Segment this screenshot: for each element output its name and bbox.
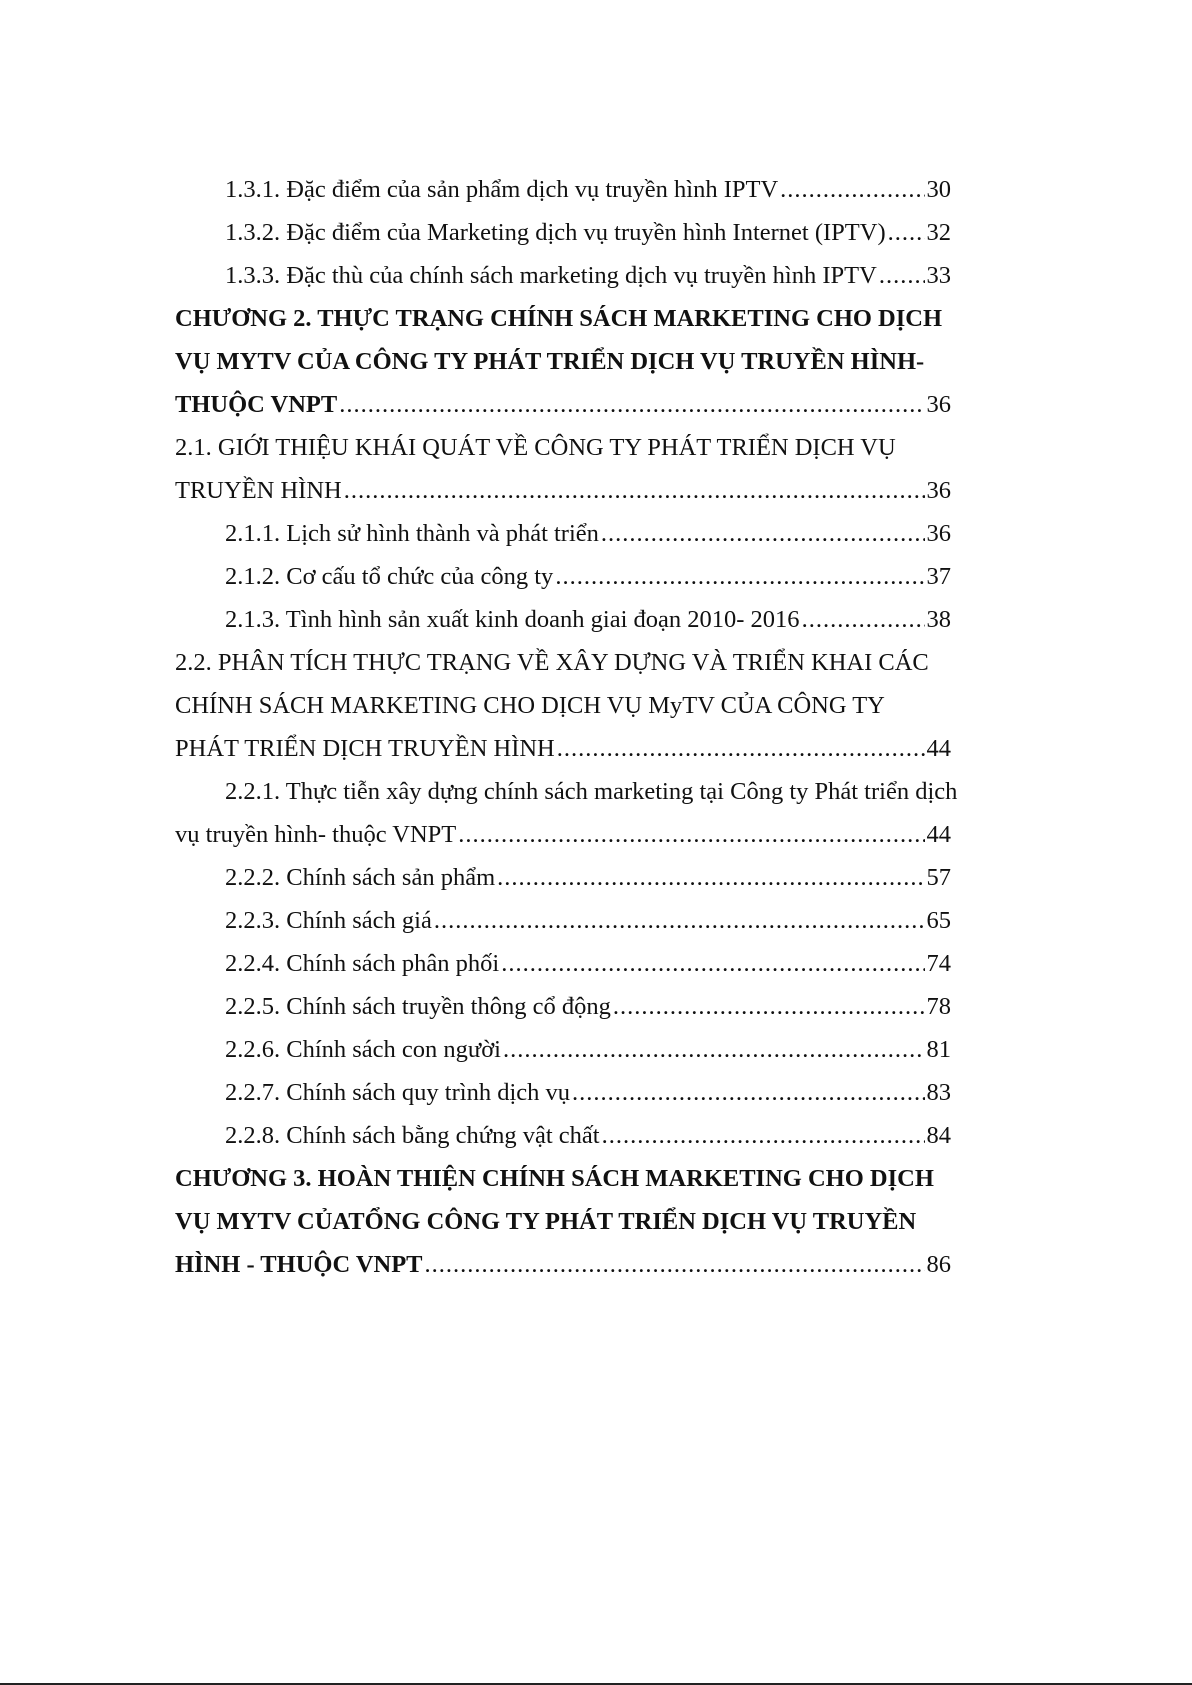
toc-entry-2-2-5[interactable]: [175, 985, 951, 1028]
toc-entry-1-3-2[interactable]: [175, 211, 951, 254]
toc-entry-title: 2.2.5. Chính sách truyền thông cổ động: [225, 993, 611, 1020]
dot-leader: [497, 856, 924, 899]
toc-entry-page: 65: [926, 907, 951, 934]
toc-entry-title: 2.2.1. Thực tiễn xây dựng chính sách marketing tại Công ty Phát triển dịch: [225, 778, 958, 805]
toc-chapter-3-line-2[interactable]: [175, 1200, 951, 1243]
dot-leader: [339, 383, 924, 426]
toc-entry-title: vụ truyền hình- thuộc VNPT: [175, 821, 457, 848]
table-of-contents: [175, 168, 958, 1286]
toc-entry-2-2-4[interactable]: [175, 942, 951, 985]
dot-leader: [802, 598, 925, 641]
toc-entry-page: 83: [926, 1079, 951, 1106]
dot-leader: [572, 1071, 924, 1114]
dot-leader: [557, 727, 925, 770]
toc-entry-title: 2.2.4. Chính sách phân phối: [225, 950, 500, 977]
toc-entry-2-1-3[interactable]: [175, 598, 951, 641]
toc-entry-page: 36: [926, 520, 951, 547]
toc-entry-page: 86: [926, 1251, 951, 1278]
toc-entry-page: 74: [926, 950, 951, 977]
toc-entry-page: 38: [926, 606, 951, 633]
toc-entry-page: 57: [926, 864, 951, 891]
toc-chapter-2-line-2[interactable]: [175, 340, 951, 383]
dot-leader: [501, 942, 924, 985]
toc-section-title: PHÁT TRIỂN DỊCH TRUYỀN HÌNH: [175, 735, 555, 762]
toc-entry-page: 36: [926, 477, 951, 504]
toc-entry-title: 2.2.2. Chính sách sản phẩm: [225, 864, 496, 891]
toc-entry-page: 44: [926, 821, 951, 848]
dot-leader: [601, 512, 925, 555]
toc-section-title: 2.2. PHÂN TÍCH THỰC TRẠNG VỀ XÂY DỰNG VÀ TRIỂN KHAI CÁC: [175, 649, 929, 676]
toc-entry-title: 2.2.7. Chính sách quy trình dịch vụ: [225, 1079, 571, 1106]
dot-leader: [458, 813, 924, 856]
dot-leader: [425, 1243, 925, 1286]
toc-entry-2-2-7[interactable]: [175, 1071, 951, 1114]
toc-entry-page: 33: [926, 262, 951, 289]
toc-entry-2-2-8[interactable]: [175, 1114, 951, 1157]
toc-entry-title: 2.2.6. Chính sách con người: [225, 1036, 501, 1063]
toc-chapter-title: CHƯƠNG 2. THỰC TRẠNG CHÍNH SÁCH MARKETING CHO DỊCH: [175, 305, 943, 332]
toc-entry-page: 32: [926, 219, 951, 246]
toc-entry-title: 2.1.2. Cơ cấu tổ chức của công ty: [225, 563, 554, 590]
dot-leader: [602, 1114, 925, 1157]
toc-entry-2-2-2[interactable]: [175, 856, 951, 899]
toc-chapter-title: VỤ MYTV CỦATỔNG CÔNG TY PHÁT TRIỂN DỊCH VỤ TRUYỀN: [175, 1208, 917, 1235]
toc-entry-page: 37: [926, 563, 951, 590]
dot-leader: [613, 985, 925, 1028]
toc-entry-1-3-1[interactable]: [175, 168, 951, 211]
toc-section-2-2-line-3[interactable]: [175, 727, 951, 770]
dot-leader: [344, 469, 925, 512]
toc-entry-title: 2.2.8. Chính sách bằng chứng vật chất: [225, 1122, 600, 1149]
toc-chapter-title: THUỘC VNPT: [175, 391, 338, 418]
toc-chapter-title: HÌNH - THUỘC VNPT: [175, 1251, 423, 1278]
toc-section-title: CHÍNH SÁCH MARKETING CHO DỊCH VỤ MyTV CỦA CÔNG TY: [175, 692, 885, 719]
toc-entry-title: 1.3.2. Đặc điểm của Marketing dịch vụ truyền hình Internet (IPTV): [225, 219, 886, 246]
dot-leader: [879, 254, 925, 297]
toc-chapter-3-line-1[interactable]: [175, 1157, 951, 1200]
toc-section-2-2-line-1[interactable]: [175, 641, 951, 684]
toc-entry-page: 44: [926, 735, 951, 762]
toc-entry-2-1-2[interactable]: [175, 555, 951, 598]
toc-entry-page: 78: [926, 993, 951, 1020]
toc-entry-title: 2.1.1. Lịch sử hình thành và phát triển: [225, 520, 599, 547]
toc-entry-page: 84: [926, 1122, 951, 1149]
toc-chapter-title: CHƯƠNG 3. HOÀN THIỆN CHÍNH SÁCH MARKETING CHO DỊCH: [175, 1165, 934, 1192]
toc-entry-2-2-1-line-2[interactable]: [175, 813, 951, 856]
dot-leader: [434, 899, 925, 942]
toc-section-2-1-line-1[interactable]: [175, 426, 951, 469]
toc-entry-title: 2.1.3. Tình hình sản xuất kinh doanh giai đoạn 2010- 2016: [225, 606, 800, 633]
toc-section-2-1-line-2[interactable]: [175, 469, 951, 512]
toc-entry-title: 2.2.3. Chính sách giá: [225, 907, 432, 934]
toc-entry-page: 30: [926, 176, 951, 203]
toc-entry-page: 36: [926, 391, 951, 418]
dot-leader: [503, 1028, 925, 1071]
toc-entry-2-2-1-line-1[interactable]: [175, 770, 958, 813]
toc-entry-2-2-6[interactable]: [175, 1028, 951, 1071]
toc-entry-1-3-3[interactable]: [175, 254, 951, 297]
dot-leader: [780, 168, 924, 211]
toc-chapter-3-line-3[interactable]: [175, 1243, 951, 1286]
toc-chapter-title: VỤ MYTV CỦA CÔNG TY PHÁT TRIỂN DỊCH VỤ TRUYỀN HÌNH-: [175, 348, 925, 375]
toc-entry-title: 1.3.3. Đặc thù của chính sách marketing dịch vụ truyền hình IPTV: [225, 262, 877, 289]
toc-entry-2-2-3[interactable]: [175, 899, 951, 942]
dot-leader: [888, 211, 925, 254]
toc-section-title: TRUYỀN HÌNH: [175, 477, 342, 504]
toc-entry-title: 1.3.1. Đặc điểm của sản phẩm dịch vụ truyền hình IPTV: [225, 176, 779, 203]
toc-section-2-2-line-2[interactable]: [175, 684, 951, 727]
toc-entry-page: 81: [926, 1036, 951, 1063]
toc-chapter-2-line-3[interactable]: [175, 383, 951, 426]
toc-entry-2-1-1[interactable]: [175, 512, 951, 555]
dot-leader: [555, 555, 924, 598]
toc-chapter-2-line-1[interactable]: [175, 297, 951, 340]
toc-section-title: 2.1. GIỚI THIỆU KHÁI QUÁT VỀ CÔNG TY PHÁT TRIỂN DỊCH VỤ: [175, 434, 896, 461]
